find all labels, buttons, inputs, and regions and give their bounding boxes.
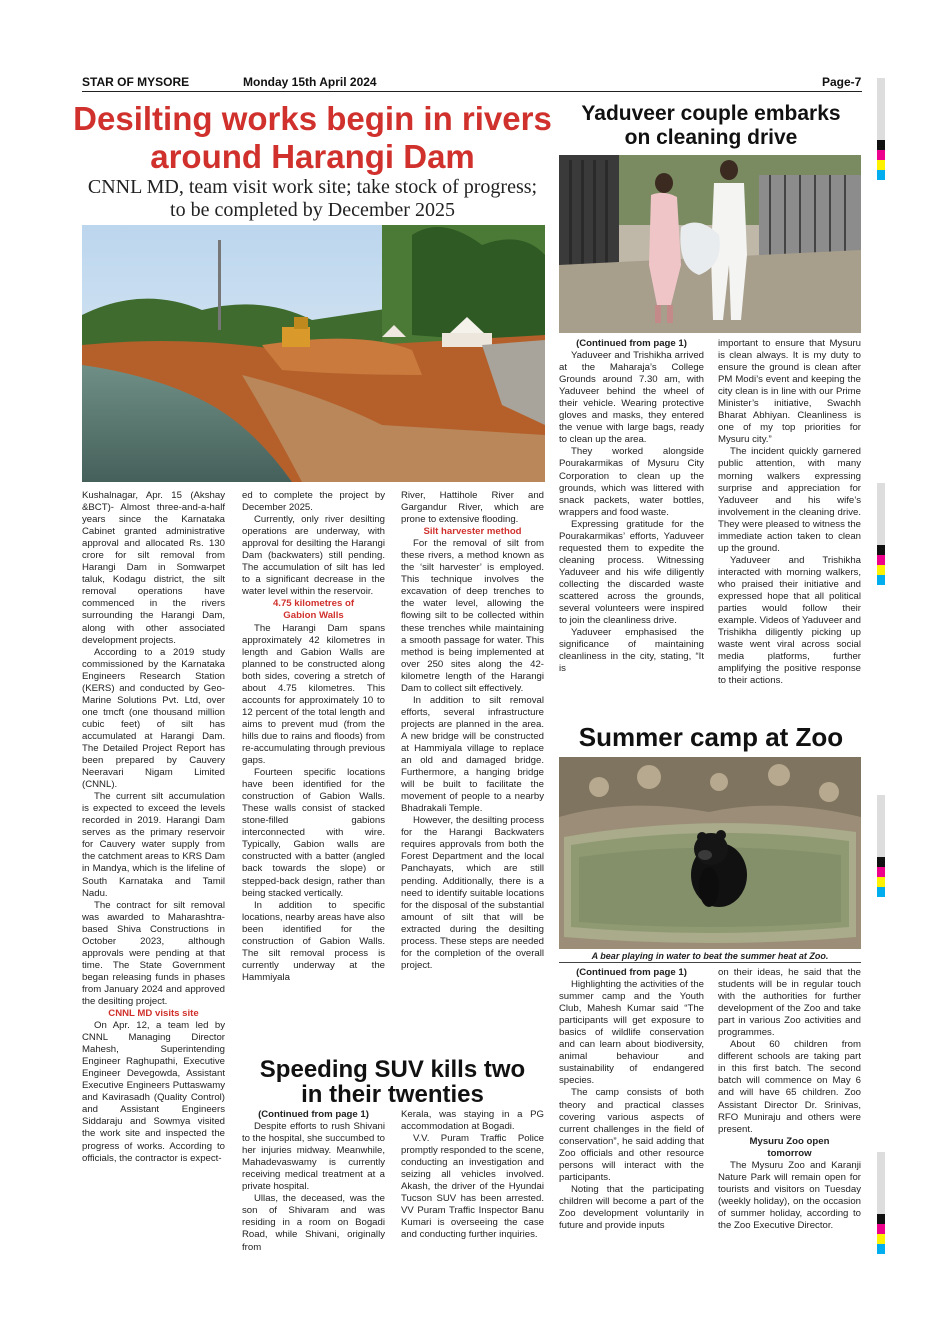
desilting-headline: [70, 100, 555, 176]
gray-registration-bar: [877, 1152, 885, 1214]
paragraph: About 60 children from different schools are taking part in this first batch. The second batch will commence on May 6 and will have 65 children. Zoo Assistant Director Dr. Srinivas, RFO Muniraju and others were present.: [718, 1039, 861, 1135]
paragraph: Kerala, was staying in a PG accommodation at Bogadi.: [401, 1109, 544, 1133]
paper-name: STAR OF MYSORE: [82, 75, 190, 89]
yaduveer-column-1: [559, 338, 704, 675]
suv-headline: [240, 1057, 545, 1107]
continued-note: (Continued from page 1): [258, 1109, 369, 1120]
paragraph: Expressing gratitude for the Pourakarmikas’ efforts, Yaduveer requested them to expedite the cleaning process. Witnessing Yaduveer and his wife diligently collecting the discarded waste scattered across the grounds, several volunteers were inspired to join the cleanliness drive.: [559, 518, 704, 627]
paragraph: The contract for silt removal was awarded to Maharashtra-based Shiva Constructions in October 2023, although approvals were pending at that time. The State Government began releasing funds in phases from January 2024 and approved the desilting project.: [82, 899, 225, 1007]
dam-desilting-photo: [82, 225, 545, 482]
zoo-headline: Summer camp at Zoo: [578, 722, 844, 752]
desilting-column-2: [242, 490, 385, 984]
continued-note: (Continued from page 1): [576, 338, 687, 349]
paragraph: The incident quickly garnered public attention, with many morning walkers expressing surprise and appreciation for Yaduveer and his wife’s involvement in the cleaning drive. They were pleased to witness the immediate action taken to clean up the ground.: [718, 446, 861, 554]
section-subhead: tomorrow: [767, 1147, 812, 1159]
paragraph: Noting that the participating children will become a part of the Zoo development voluntarily in future and provide inputs: [559, 1183, 704, 1231]
paragraph: Yaduveer and Trishikha interacted with morning walkers, who praised their initiative and expressed hope that all political parties would follow their example. Videos of Yaduveer and Trishikha diligently picking up waste went viral across social media platforms, further amplifying the positive response to their actions.: [718, 554, 861, 687]
bear-zoo-photo: [559, 757, 861, 949]
continued-note: (Continued from page 1): [576, 967, 687, 978]
paragraph: The current silt accumulation is expected to exceed the levels recorded in 2019. Harangi Dam serves as the primary reservoir for Cauvery water supply from the catchment areas to KRS Dam in Mandya, which is the lifeline of South Karnataka and Tamil Nadu.: [82, 791, 225, 899]
zoo-column-1: [559, 967, 704, 1232]
gray-registration-bar: [877, 483, 885, 545]
section-subhead: CNNL MD visits site: [108, 1008, 199, 1020]
paragraph: on their ideas, he said that the students will be in regular touch with the authorities for further development of the Zoo and take part in various Zoo activities and programmes.: [718, 967, 861, 1039]
suv-headline-line-2: in their twenties: [301, 1081, 484, 1108]
yaduveer-headline: [557, 102, 865, 150]
paragraph: In addition to specific locations, nearby areas have also been identified for the construction of Gabion Walls. The silt removal process is currently underway at the Hammiyala: [242, 899, 385, 983]
paragraph: The Mysuru Zoo and Karanji Nature Park will remain open for tourists and visitors on Tuesday (weekly holiday), on the occasion of summer holiday, according to the Zoo Executive Director.: [718, 1159, 861, 1231]
desilting-subheadline: [75, 176, 550, 222]
paragraph: On Apr. 12, a team led by CNNL Managing Director Mahesh, Superintending Engineer Raghupathi, Executive Engineer Devegowda, Assistant Executive Engineers Puttaswamy and Kavirasadh (Quality Control) and Assistant Engineers Siddaraju and Sowmya visited the work site and inspected the progress of works. According to officials, the contractor is expect-: [82, 1020, 225, 1164]
paragraph: In addition to silt removal efforts, several infrastructure projects are planned in the area. A new bridge will be constructed at Hammiyala village to replace an old and damaged bridge. Furthermore, a hanging bridge will be built to facilitate the movement of people to a nearby Bhadrakali Temple.: [401, 694, 544, 815]
paragraph: Yaduveer emphasised the significance of maintaining cleanliness in the city, stating, “It is: [559, 627, 704, 675]
paragraph: V.V. Puram Traffic Police promptly responded to the scene, conducting an investigation and seizing all vehicles involved. Akash, the driver of the Hyundai Tucson SUV has been arrested. VV Puram Traffic Inspector Banu Kumari is overseeing the case and conducting further inquiries.: [401, 1133, 544, 1241]
cleaning-drive-photo: [559, 155, 861, 333]
cmyk-mark: [877, 857, 885, 897]
paragraph: Fourteen specific locations have been identified for the construction of Gabion Walls. These walls consist of stacked stone-filled gabions interconnected with wire. Typically, Gabion walls are constructed with a batter (angled back towards the slope) or stepped-back design, rather than being stacked vertically.: [242, 767, 385, 899]
paragraph: The Harangi Dam spans approximately 42 kilometres in length and Gabion Walls are planned to be constructed along both sides, covering a stretch of about 4.75 kilometres. This accounts for approximately 10 to 12 percent of the total length and aims to prevent mud (from the hills due to rains and floods) from re-accumulating through previous gaps.: [242, 622, 385, 767]
desilting-column-1: [82, 490, 225, 1165]
paragraph: Yaduveer and Trishikha arrived at the Maharaja’s College Grounds around 7.30 am, with Yaduveer behind the wheel of their vehicle. Wearing protective gloves and masks, they entered the venue with large bags, ready to clean up the area.: [559, 350, 704, 446]
paragraph: According to a 2019 study commissioned by the Karnataka Engineers Research Station (KERS) and conducted by Geo-Marine Solutions Pvt. Ltd, over one tmcft (one thousand million cubic feet) of silt has accumulated at Harangi Dam. The Detailed Project Report has been prepared by Cauvery Neeravari Nigam Limited (CNNL).: [82, 646, 225, 791]
desilting-column-3: [401, 490, 544, 972]
desilting-subhead-line-2: to be completed by December 2025: [170, 199, 455, 221]
desilting-headline-line-1: Desilting works begin in rivers: [73, 100, 552, 137]
section-subhead: 4.75 kilometres of: [272, 598, 355, 610]
section-subhead: Mysuru Zoo open: [749, 1135, 830, 1147]
gray-registration-bar: [877, 78, 885, 140]
suv-column-2: [401, 1109, 544, 1242]
issue-date: Monday 15th April 2024: [243, 75, 377, 89]
caption-rule: [559, 962, 861, 963]
yaduveer-headline-line-1: Yaduveer couple embarks: [581, 102, 841, 125]
cmyk-mark: [877, 140, 885, 180]
paragraph: Currently, only river desilting operations are underway, with approval for desilting the Harangi Dam (backwaters) still pending. The accumulation of silt has led to a significant decrease in the water level within the reservoir.: [242, 514, 385, 598]
section-subhead: Gabion Walls: [283, 610, 344, 622]
yaduveer-column-2: [718, 338, 861, 687]
desilting-headline-line-2: around Harangi Dam: [150, 138, 475, 175]
page-number: Page-7: [822, 75, 862, 89]
paragraph: ed to complete the project by December 2025.: [242, 490, 385, 514]
suv-column-1: [242, 1109, 385, 1254]
paragraph: Despite efforts to rush Shivani to the hospital, she succumbed to her injuries midway. Meanwhile, Mahadevaswamy is currently receiving medical treatment at a private hospital.: [242, 1121, 385, 1193]
gray-registration-bar: [877, 795, 885, 857]
yaduveer-headline-line-2: on cleaning drive: [624, 126, 798, 149]
suv-headline-line-1: Speeding SUV kills two: [259, 1056, 526, 1083]
paragraph: River, Hattihole River and Gargandur River, which are prone to extensive flooding.: [401, 490, 544, 526]
header-rule: [82, 91, 862, 92]
paragraph: Highlighting the activities of the summer camp and the Youth Club, Mahesh Kumar said “The participants will get exposure to basics of wildlife conservation and can learn about biodiversity, animal behaviour and sustainability of endangered species.: [559, 979, 704, 1087]
paragraph: important to ensure that Mysuru is clean always. It is my duty to ensure the ground is clean after PM Modi’s event and keeping the city clean is in line with our Prime Minister’s initiative, Swachh Bharat Abhiyan. Cleanliness is one of my top priorities for Mysuru city.”: [718, 338, 861, 446]
paragraph: Ullas, the deceased, was the son of Shivaram and was residing in a room on Bogadi Road, while Shivani, originally from: [242, 1193, 385, 1253]
desilting-subhead-line-1: CNNL MD, team visit work site; take stock of progress;: [87, 176, 538, 198]
cmyk-mark: [877, 1214, 885, 1254]
paragraph: However, the desilting process for the Harangi Backwaters requires approvals from both the Forest Department and the local Panchayats, which are still pending. Additionally, there is a need to identify suitable locations for the disposal of the substantial amount of silt that will be extracted during the desilting process. These steps are needed for the completion of the overall project.: [401, 815, 544, 971]
zoo-column-2: [718, 967, 861, 1232]
section-subhead: Silt harvester method: [423, 526, 522, 538]
paragraph: For the removal of silt from these rivers, a method known as the ‘silt harvester’ is employed. This technique involves the excavation of deep trenches to the water level, allowing the flowing silt to be collected within these trenches while maintaining a smooth passage for water. This method is being implemented at over 250 sites along the 42-kilometre length of the Harangi Dam to collect silt effectively.: [401, 538, 544, 694]
bear-photo-caption: A bear playing in water to beat the summer heat at Zoo.: [591, 951, 829, 961]
paragraph: Kushalnagar, Apr. 15 (Akshay &BCT)- Almost three-and-a-half years since the Karnataka Cabinet granted administrative approval and allocated Rs. 130 crore for silt removal from Harangi Dam in Somwarpet taluk, Kodagu district, the silt removal operations have commenced in the rivers surrounding the Harangi Dam, along with other associated development projects.: [82, 490, 225, 646]
cmyk-mark: [877, 545, 885, 585]
paragraph: They worked alongside Pourakarmikas of Mysuru City Corporation to clean up the grounds, which was littered with snack packets, water bottles, wrappers and food waste.: [559, 446, 704, 518]
paragraph: The camp consists of both theory and practical classes covering various aspects of current challenges in the field of conservation”, he said adding that Zoo officials and other resource persons will interact with the participants.: [559, 1087, 704, 1183]
